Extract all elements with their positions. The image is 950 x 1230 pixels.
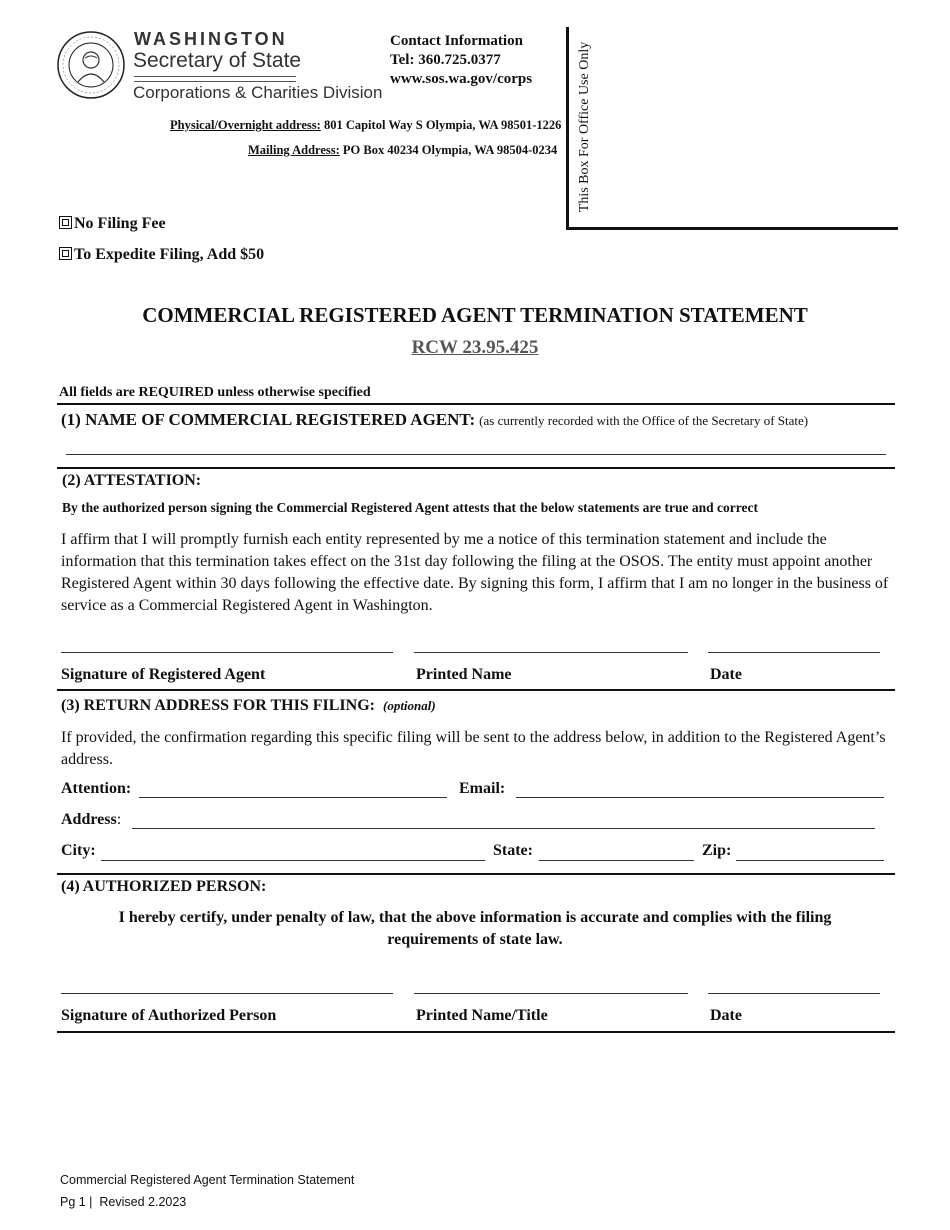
address-field[interactable]	[132, 828, 875, 829]
section3-heading	[61, 697, 436, 715]
footer-doc-name: Commercial Registered Agent Termination Statement	[60, 1173, 355, 1187]
divider	[57, 467, 895, 469]
agent-name-field[interactable]	[66, 454, 886, 455]
mailing-address-value: PO Box 40234 Olympia, WA 98504-0234	[342, 143, 558, 157]
logo-divider	[134, 76, 296, 82]
section2-subheading: By the authorized person signing the Commercial Registered Agent attests that the below statements are true and correct	[62, 500, 759, 515]
office-use-box	[566, 27, 898, 230]
agent-signature-field[interactable]	[61, 652, 393, 653]
divider	[57, 1031, 895, 1033]
no-filing-fee-option[interactable]	[59, 215, 166, 233]
attestation-text: I affirm that I will promptly furnish each entity represented by me a notice of this termination statement and include the information that this termination takes effect on the 31st day following the filing at the OSOS. The entity must appoint another Registered Agent within 30 days following the effective date. By signing this form, I affirm that I am no longer in the business of service as a Commercial Registered Agent in Washington.	[61, 531, 889, 614]
org-state-name: WASHINGTON	[134, 29, 288, 49]
attention-label: Attention:	[61, 780, 132, 797]
authorized-printed-name-field[interactable]	[414, 993, 688, 994]
divider	[57, 689, 895, 691]
state-seal-logo	[56, 30, 126, 100]
return-address-text: If provided, the confirmation regarding this specific filing will be sent to the address below, in addition to the Registered Agent’s address.	[61, 729, 886, 768]
attention-field[interactable]	[139, 797, 447, 798]
authorized-date-label: Date	[710, 1007, 742, 1024]
divider	[57, 403, 895, 405]
email-label: Email:	[459, 780, 506, 797]
zip-label: Zip:	[702, 842, 732, 859]
contact-tel: Tel: 360.725.0377	[390, 52, 501, 68]
section1-title: (1) NAME OF COMMERCIAL REGISTERED AGENT:	[61, 410, 476, 429]
required-note: All fields are REQUIRED unless otherwise specified	[59, 385, 371, 400]
footer-page-info: Pg 1 | Revised 2.2023	[60, 1195, 187, 1209]
contact-title: Contact Information	[390, 33, 523, 49]
section1-note: (as currently recorded with the Office of the Secretary of State)	[479, 413, 809, 428]
authorized-signature-label: Signature of Authorized Person	[61, 1007, 277, 1024]
city-field[interactable]	[101, 860, 485, 861]
org-division-name: Corporations & Charities Division	[133, 83, 383, 102]
city-label: City:	[61, 842, 96, 859]
section2-heading: (2) ATTESTATION:	[62, 472, 202, 489]
physical-address-value: 801 Capitol Way S Olympia, WA 98501-1226	[323, 118, 562, 132]
expedite-filing-checkbox[interactable]	[59, 247, 72, 260]
section4-heading: (4) AUTHORIZED PERSON:	[61, 878, 267, 895]
section1-heading	[61, 410, 808, 430]
certification-text: I hereby certify, under penalty of law, that the above information is accurate and complies with the filing requirements of state law.	[118, 909, 832, 948]
contact-website[interactable]	[390, 71, 532, 88]
form-title: COMMERCIAL REGISTERED AGENT TERMINATION STATEMENT	[142, 303, 808, 327]
expedite-filing-label: To Expedite Filing, Add $50	[74, 246, 265, 263]
address-label-wrap: Address:	[61, 811, 122, 828]
no-filing-fee-label: No Filing Fee	[74, 215, 166, 232]
agent-date-field[interactable]	[708, 652, 880, 653]
authorized-signature-field[interactable]	[61, 993, 393, 994]
address-label: Address	[61, 811, 117, 828]
mailing-address-label: Mailing Address:	[248, 143, 340, 157]
expedite-filing-option[interactable]	[59, 246, 264, 264]
zip-field[interactable]	[736, 860, 884, 861]
state-label: State:	[493, 842, 533, 859]
org-office-name: Secretary of State	[133, 49, 302, 72]
office-use-box-label: This Box For Office Use Only	[577, 41, 592, 213]
mailing-address	[248, 143, 557, 158]
authorized-printed-name-label: Printed Name/Title	[416, 1007, 548, 1024]
rcw-reference[interactable]: RCW 23.95.425	[411, 337, 539, 358]
section3-title: (3) RETURN ADDRESS FOR THIS FILING:	[61, 697, 375, 714]
agent-printed-name-field[interactable]	[414, 652, 688, 653]
divider	[57, 873, 895, 875]
state-field[interactable]	[539, 860, 694, 861]
agent-date-label: Date	[710, 666, 742, 683]
agent-printed-name-label: Printed Name	[416, 666, 512, 683]
contact-website-text[interactable]: www.sos.wa.gov/corps	[390, 71, 533, 87]
no-filing-fee-checkbox[interactable]	[59, 216, 72, 229]
section3-optional: (optional)	[382, 698, 436, 713]
physical-address-label: Physical/Overnight address:	[170, 118, 321, 132]
email-field[interactable]	[516, 797, 884, 798]
agent-signature-label: Signature of Registered Agent	[61, 666, 266, 683]
physical-address	[170, 118, 561, 133]
authorized-date-field[interactable]	[708, 993, 880, 994]
